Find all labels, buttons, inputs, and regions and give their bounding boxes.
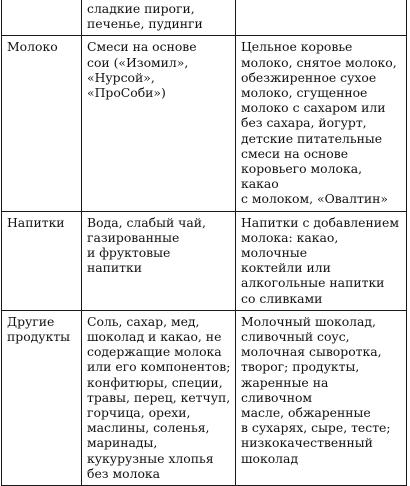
allowed-cell: сладкие пироги, печенье, пудинги [82,0,236,36]
table-row [2,211,407,310]
category-cell [2,0,82,36]
forbidden-cell: Молочный шоколад, сливочный соус, молочная сыворотка, творог; продукты, жаренные на сливочном масле, обжаренные в сухарях, сыре, тесте; низкокачественный шоколад [236,310,407,485]
diet-table [1,0,407,486]
allowed-cell: Смеси на основе сои («Изомил», «Нурсой», «ПроСоби») [82,36,236,211]
allowed-cell: Соль, сахар, мед, шоколад и какао, не содержащие молока или его компонентов; конфитюры, специи, травы, перец, кетчуп, горчица, орехи, маслины, соленья, маринады, кукурузные хлопья без молока [82,310,236,485]
forbidden-cell: Напитки с добавлением молока: какао, молочные коктейли или алкогольные напитки со сливками [236,211,407,310]
category-cell: Другие продукты [2,310,82,485]
table-row [2,36,407,211]
allowed-cell: Вода, слабый чай, газированные и фруктовые напитки [82,211,236,310]
category-cell: Напитки [2,211,82,310]
forbidden-cell [236,0,407,36]
forbidden-cell: Цельное коровье молоко, снятое молоко, обезжиренное сухое молоко, сгущенное молоко с сахаром или без сахара, йогурт, детские питательные смеси на основе коровьего молока, какао с молоком, «Овалтин» [236,36,407,211]
table-row [2,0,407,36]
table-row [2,310,407,485]
category-cell: Молоко [2,36,82,211]
